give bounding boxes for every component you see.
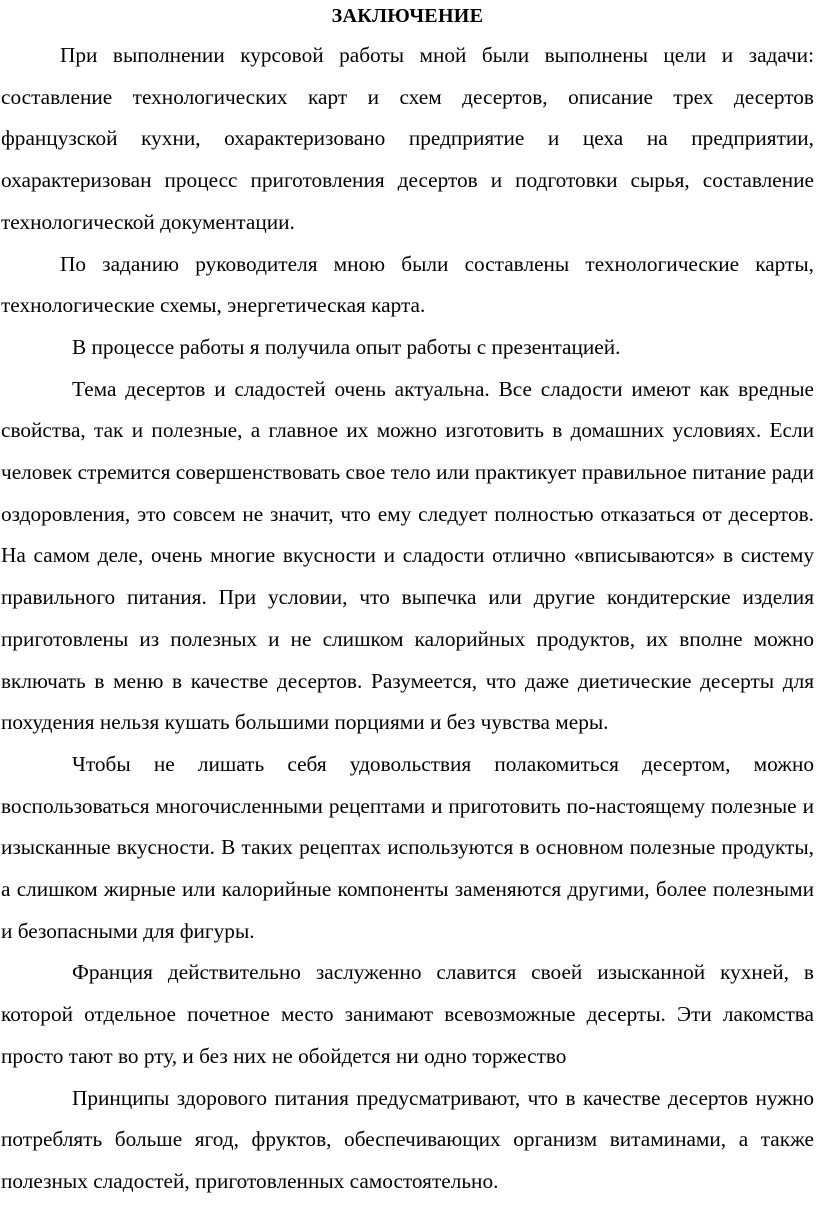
paragraph-goals: При выполнении курсовой работы мной были выполнены цели и задачи: составление технологических карт и схем десертов, описание трех десертов французской кухни, охарактеризовано предприятие и цеха на предприятии, охарактеризован процесс приготовления десертов и подготовки сырья, составление технологической документации.: [1, 43, 814, 234]
paragraph-assignment: По заданию руководителя мною были составлены технологические карты, технологические схемы, энергетическая карта.: [1, 251, 814, 318]
page-title: ЗАКЛЮЧЕНИЕ: [331, 5, 484, 27]
paragraph-experience: В процессе работы я получила опыт работы с презентацией.: [72, 334, 621, 359]
paragraph-relevance: Тема десертов и сладостей очень актуальна. Все сладости имеют как вредные свойства, так и полезные, а главное их можно изготовить в домашних условиях. Если человек стремится совершенствовать свое тело или практикует правильное питание ради оздоровления, это совсем не значит, что ему следует полностью отказаться от десертов. На самом деле, очень многие вкусности и сладости отлично «вписываются» в систему правильного питания. При условии, что выпечка или другие кондитерские изделия приготовлены из полезных и не слишком калорийных продуктов, их вполне можно включать в меню в качестве десертов. Разумеется, что даже диетические десерты для похудения нельзя кушать большими порциями и без чувства меры.: [1, 376, 814, 735]
paragraph-recipes: Чтобы не лишать себя удовольствия полакомиться десертом, можно воспользоваться многочисленными рецептами и приготовить по-настоящему полезные и изысканные вкусности. В таких рецептах используются в основном полезные продукты, а слишком жирные или калорийные компоненты заменяются другими, более полезными и безопасными для фигуры.: [1, 751, 814, 943]
paragraph-france: Франция действительно заслуженно славится своей изысканной кухней, в которой отдельное почетное место занимают всевозможные десерты. Эти лакомства просто тают во рту, и без них не обойдется ни одно торжество: [1, 960, 814, 1068]
paragraph-healthy-eating: Принципы здорового питания предусматривают, что в качестве десертов нужно потреблять больше ягод, фруктов, обеспечивающих организм витаминами, а также полезных сладостей, приготовленных самостоятельно.: [1, 1085, 814, 1193]
